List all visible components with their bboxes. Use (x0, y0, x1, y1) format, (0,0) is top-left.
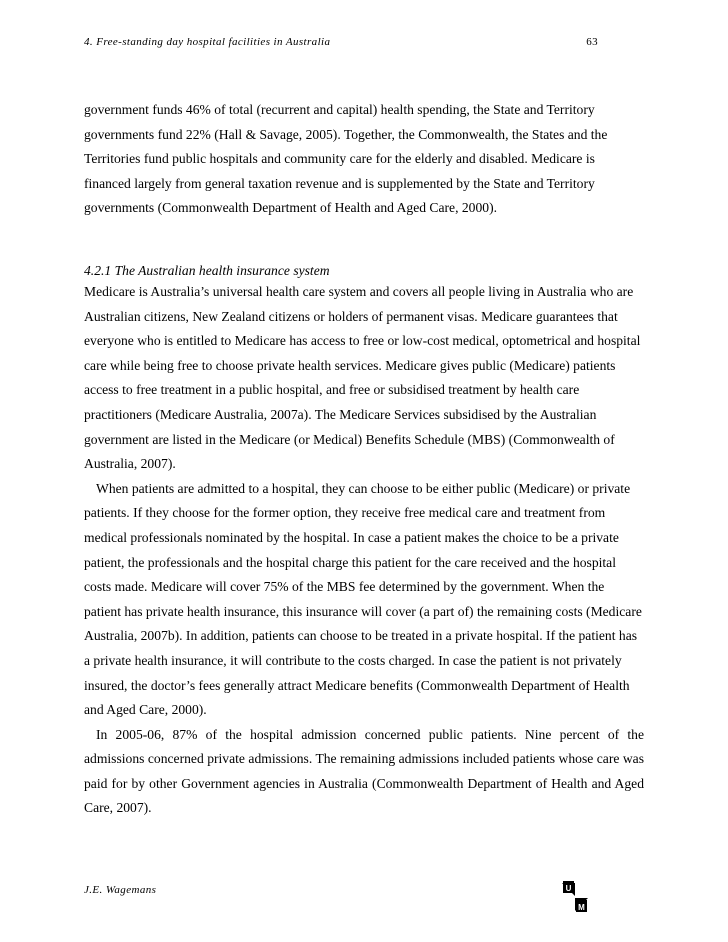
section-body (84, 280, 644, 821)
logo-letter-m: M (578, 903, 585, 912)
footer-author: J.E. Wagemans (84, 884, 157, 896)
intro-paragraph: government funds 46% of total (recurrent and capital) health spending, the State and Territory governments fund 22% (Hall & Savage, 2005). Together, the Commonwealth, the States and the Territories fund public hospitals and community care for the elderly and disabled. Medicare is financed largely from general taxation revenue and is supplemented by the State and Territory governments (Commonwealth Department of Health and Aged Care, 2000). (84, 102, 608, 216)
paragraph-medicare-overview: Medicare is Australia’s universal health care system and covers all people living in Australia who are Australian citizens, New Zealand citizens or holders of permanent visas. Medicare guarantees that everyone who is entitled to Medicare has access to free or low-cost medical, optometrical and hospital care while being free to choose private health services. Medicare gives public (Medicare) patients access to free treatment in a public hospital, and free or subsidised treatment by health care practitioners (Medicare Australia, 2007a). The Medicare Services subsidised by the Australian government are listed in the Medicare (or Medical) Benefits Schedule (MBS) (Commonwealth of Australia, 2007). (84, 284, 641, 472)
paragraph-admission-statistics: In 2005-06, 87% of the hospital admission concerned public patients. Nine percent of the admissions concerned private admissions. The remaining admissions included patients whose care was paid for by other Government agencies in Australia (Commonwealth Department of Health and Aged Care, 2007). (84, 726, 644, 816)
page-number: 63 (586, 36, 598, 48)
running-header (84, 36, 644, 48)
section-4-2-1 (84, 262, 644, 821)
intro-paragraph-block (84, 98, 644, 221)
logo-letter-u: U (565, 884, 572, 893)
university-logo (560, 880, 590, 914)
section-heading: 4.2.1 The Australian health insurance system (84, 263, 330, 278)
chapter-title: 4. Free-standing day hospital facilities in Australia (84, 36, 331, 48)
paragraph-admission-choice: When patients are admitted to a hospital, they can choose to be either public (Medicare) or private patients. If they choose for the former option, they receive free medical care and treatment from medical professionals nominated by the hospital. In case a patient makes the choice to be a private patient, the professionals and the hospital charge this patient for the care received and the hospital costs made. Medicare will cover 75% of the MBS fee determined by the government. When the patient has private health insurance, this insurance will cover (a part of) the remaining costs (Medicare Australia, 2007b). In addition, patients can choose to be treated in a private hospital. If the patient has a private health insurance, it will contribute to the costs charged. In case the patient is not privately insured, the doctor’s fees generally attract Medicare benefits (Commonwealth Department of Health and Aged Care, 2000). (84, 480, 642, 718)
